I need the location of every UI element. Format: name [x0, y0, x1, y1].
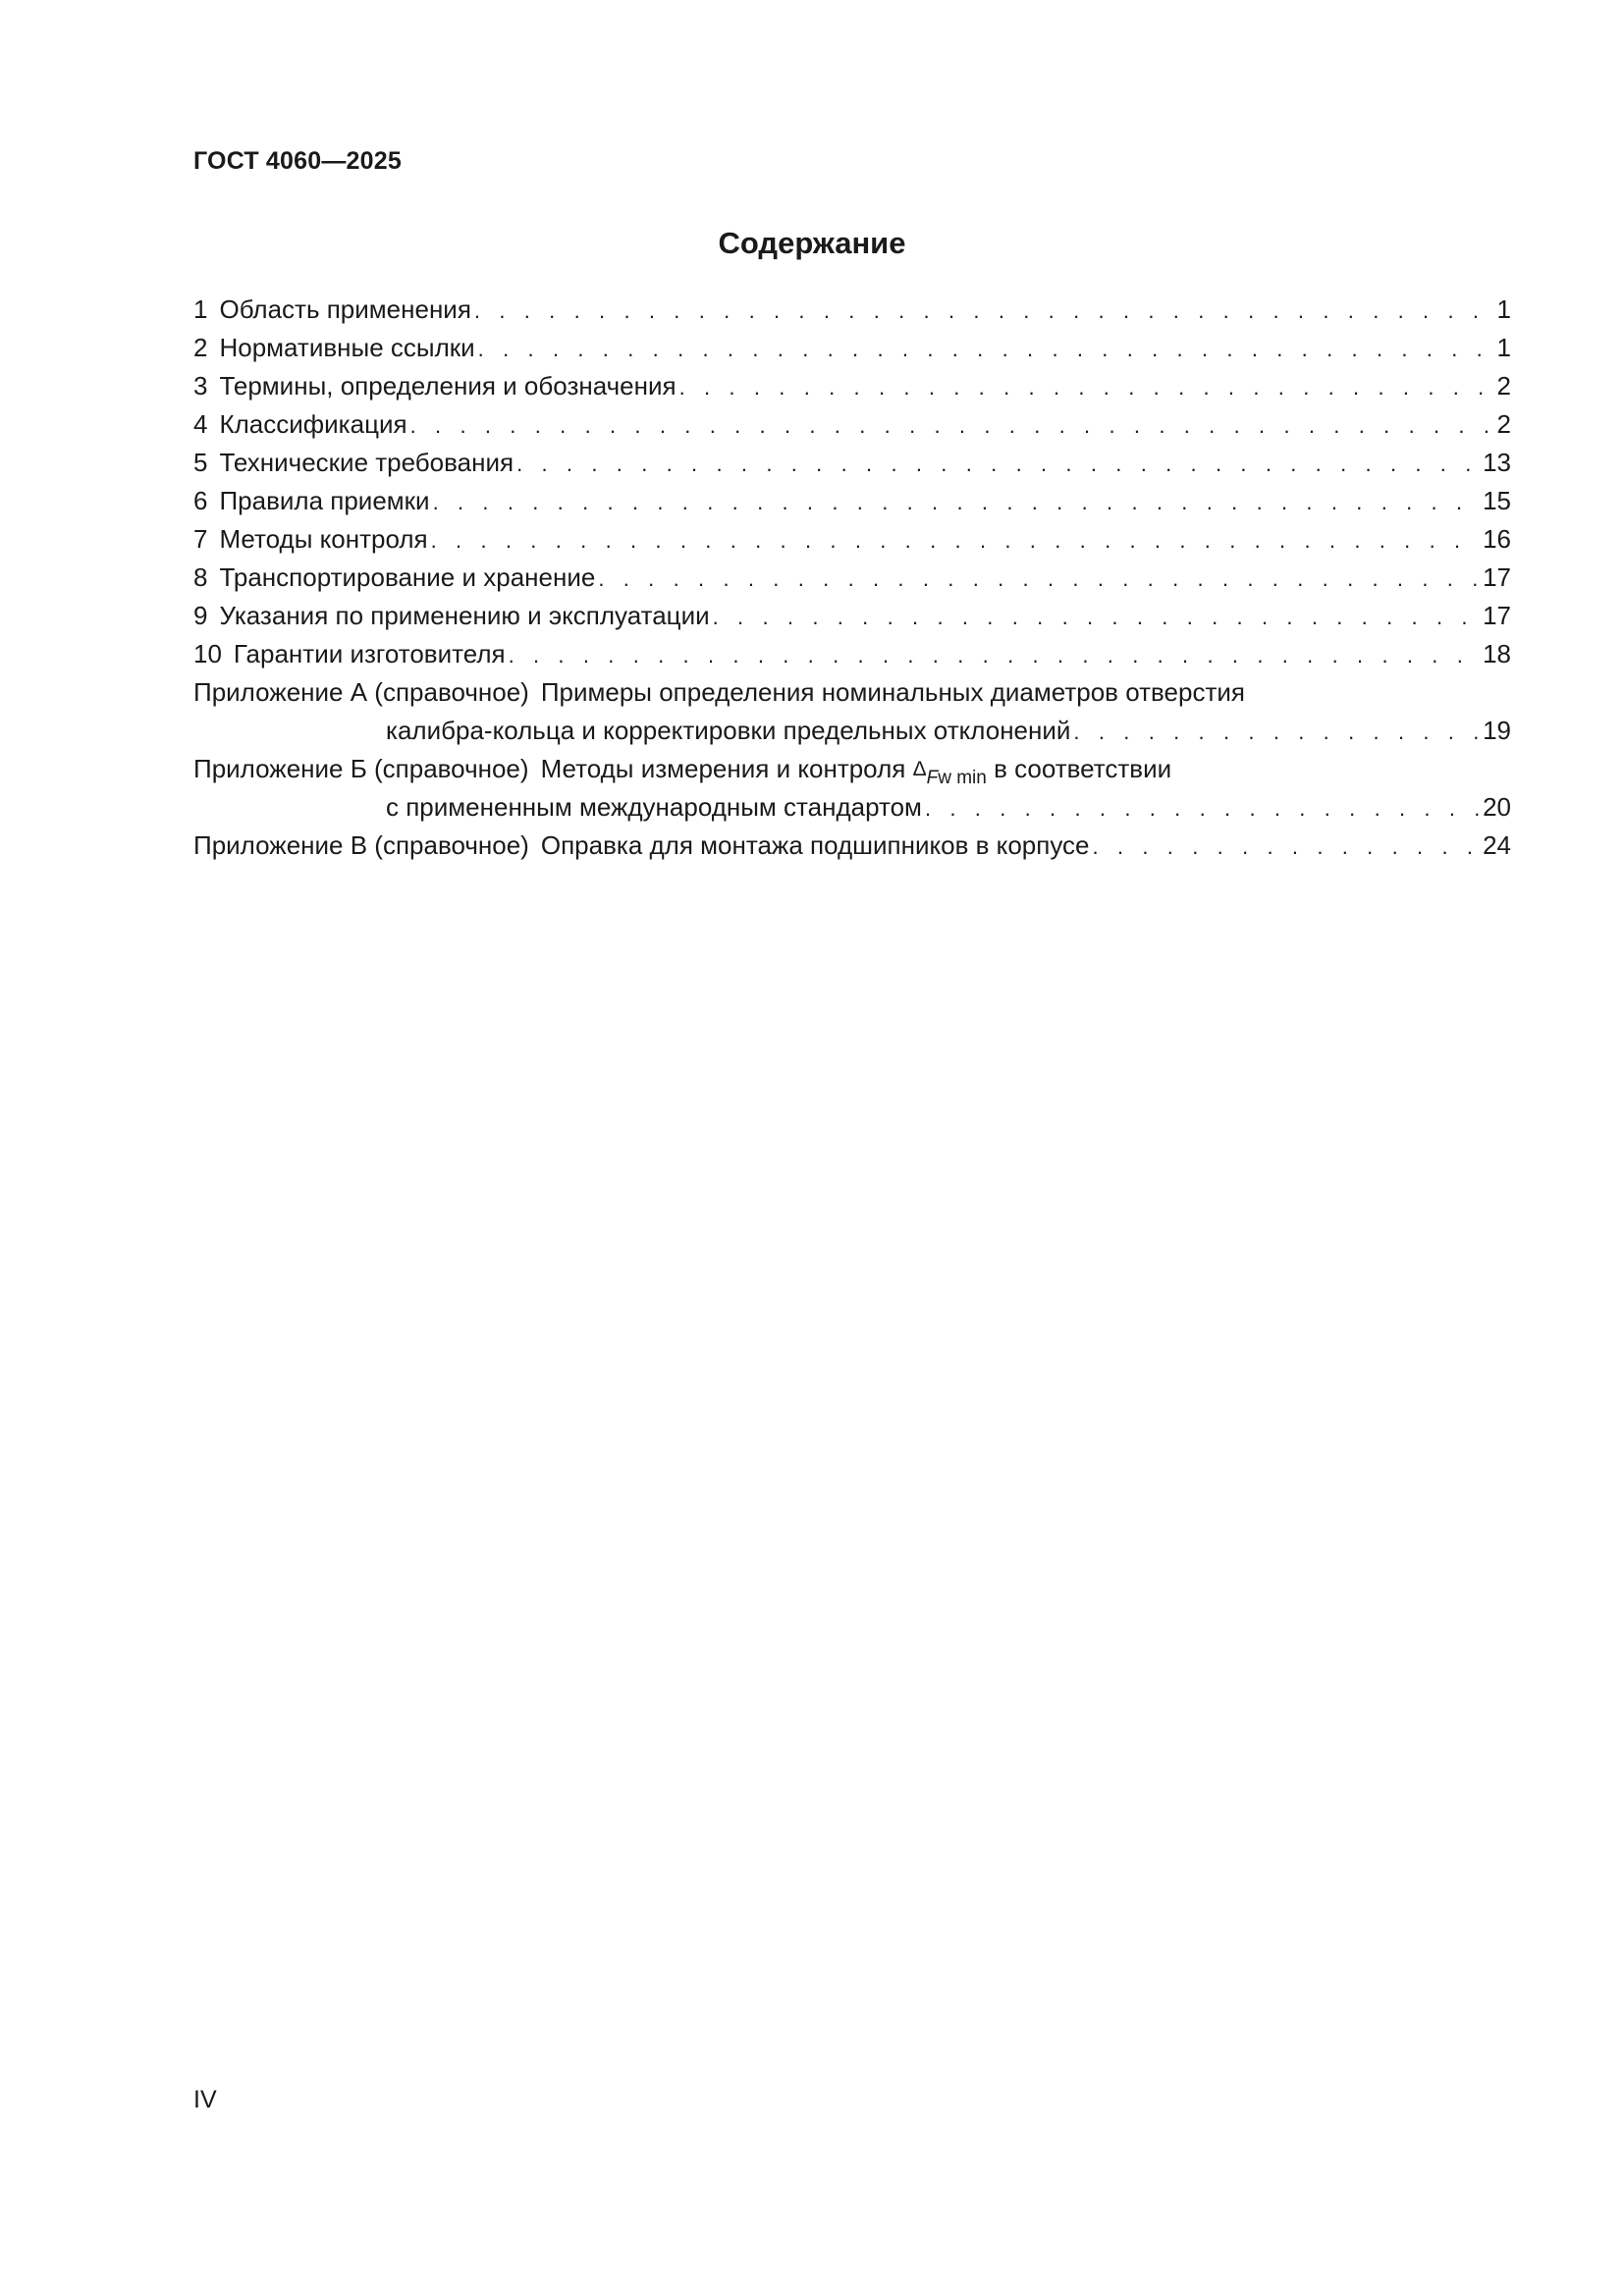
delta-symbol: Δ — [912, 758, 927, 780]
appendix-title-after: в соответствии — [994, 754, 1172, 783]
toc-entry-number: 2 — [193, 333, 208, 362]
toc-entry-number: 5 — [193, 448, 208, 477]
toc-entry-label — [193, 673, 1245, 712]
toc-entry-label — [193, 291, 471, 329]
appendix-title-continuation: калибра-кольца и корректировки предельных отклонений — [386, 716, 1071, 745]
toc-appendix-a-line1[interactable] — [193, 673, 1511, 712]
leader-dots — [1093, 828, 1482, 866]
toc-entry-title: Технические требования — [219, 448, 514, 477]
toc-entry-label — [193, 367, 677, 405]
toc-appendix-v-line1[interactable] — [193, 827, 1511, 865]
leader-dots — [433, 483, 1482, 521]
subscript-rest: w min — [938, 768, 987, 788]
toc-entry-page: 16 — [1483, 524, 1511, 554]
toc-entry-title: Транспортирование и хранение — [219, 562, 596, 592]
toc-entry-label — [193, 405, 407, 444]
toc-entry-label — [193, 635, 506, 673]
toc-entry-label — [193, 329, 475, 367]
leader-dots — [431, 521, 1481, 560]
appendix-prefix: Приложение Б (справочное) — [193, 754, 529, 783]
appendix-title: Методы измерения и контроля — [540, 754, 906, 783]
toc-entry-number: 1 — [193, 294, 208, 324]
leader-dots — [598, 560, 1481, 598]
toc-entry-page: 1 — [1496, 294, 1511, 324]
page-title: Содержание — [718, 226, 906, 260]
toc-entry-label — [193, 827, 1090, 865]
toc-appendix-b-line2[interactable] — [193, 788, 1511, 827]
toc-entry-label — [193, 520, 428, 559]
toc-entry-page: 2 — [1496, 371, 1511, 400]
toc-entry-number: 7 — [193, 524, 208, 554]
appendix-prefix: Приложение А (справочное) — [193, 677, 529, 707]
leader-dots — [925, 789, 1481, 828]
toc-entry-6[interactable] — [193, 482, 1511, 520]
toc-entry-5[interactable] — [193, 444, 1511, 482]
toc-entry-title: Указания по применению и эксплуатации — [219, 601, 710, 630]
toc-entry-label — [193, 559, 595, 597]
toc-entry-4[interactable] — [193, 405, 1511, 444]
appendix-title: Примеры определения номинальных диаметров отверстия — [540, 677, 1245, 707]
toc-entry-9[interactable] — [193, 597, 1511, 635]
appendix-title-continuation: с примененным международным стандартом — [386, 792, 922, 822]
toc-entry-page: 17 — [1483, 562, 1511, 592]
toc-entry-number: 9 — [193, 601, 208, 630]
leader-dots — [713, 598, 1481, 636]
toc-entry-2[interactable] — [193, 329, 1511, 367]
toc-entry-1[interactable] — [193, 291, 1511, 329]
toc-entry-title: Классификация — [219, 409, 407, 439]
toc-entry-title: Область применения — [219, 294, 471, 324]
leader-dots — [474, 292, 1495, 330]
page-number: IV — [193, 2086, 217, 2113]
toc-entry-page: 24 — [1483, 830, 1511, 860]
toc-entry-label — [193, 482, 430, 520]
subscript-italic: F — [926, 768, 939, 788]
toc-entry-page: 19 — [1483, 716, 1511, 745]
toc-entry-page: 2 — [1496, 409, 1511, 439]
toc-appendix-a-line2[interactable] — [193, 712, 1511, 750]
toc-entry-7[interactable] — [193, 520, 1511, 559]
toc-entry-8[interactable] — [193, 559, 1511, 597]
toc-entry-number: 6 — [193, 486, 208, 515]
toc-entry-page: 15 — [1483, 486, 1511, 515]
appendix-prefix: Приложение В (справочное) — [193, 830, 529, 860]
leader-dots — [1073, 713, 1481, 751]
leader-dots — [509, 636, 1482, 674]
document-header: ГОСТ 4060—2025 — [193, 147, 402, 175]
toc-entry-title: Гарантии изготовителя — [233, 639, 506, 668]
toc-entry-title: Правила приемки — [219, 486, 430, 515]
leader-dots — [679, 368, 1495, 406]
leader-dots — [516, 445, 1481, 483]
toc-entry-label — [193, 597, 710, 635]
toc-entry-number: 3 — [193, 371, 208, 400]
toc-entry-title: Методы контроля — [219, 524, 428, 554]
toc-entry-label — [193, 444, 514, 482]
toc-entry-page: 13 — [1483, 448, 1511, 477]
toc-entry-number: 4 — [193, 409, 208, 439]
leader-dots — [478, 330, 1495, 368]
toc-entry-10[interactable] — [193, 635, 1511, 673]
toc-entry-label — [193, 750, 1171, 788]
toc-appendix-b-line1[interactable] — [193, 750, 1511, 788]
toc-entry-page: 20 — [1483, 792, 1511, 822]
table-of-contents — [193, 291, 1511, 865]
toc-entry-page: 1 — [1496, 333, 1511, 362]
toc-entry-number: 10 — [193, 639, 222, 668]
leader-dots — [410, 406, 1495, 445]
delta-subscript — [927, 768, 987, 788]
appendix-title: Оправка для монтажа подшипников в корпусе — [540, 830, 1090, 860]
toc-entry-page: 18 — [1483, 639, 1511, 668]
toc-entry-title: Нормативные ссылки — [219, 333, 475, 362]
toc-entry-number: 8 — [193, 562, 208, 592]
toc-entry-title: Термины, определения и обозначения — [219, 371, 677, 400]
toc-entry-3[interactable] — [193, 367, 1511, 405]
toc-entry-page: 17 — [1483, 601, 1511, 630]
